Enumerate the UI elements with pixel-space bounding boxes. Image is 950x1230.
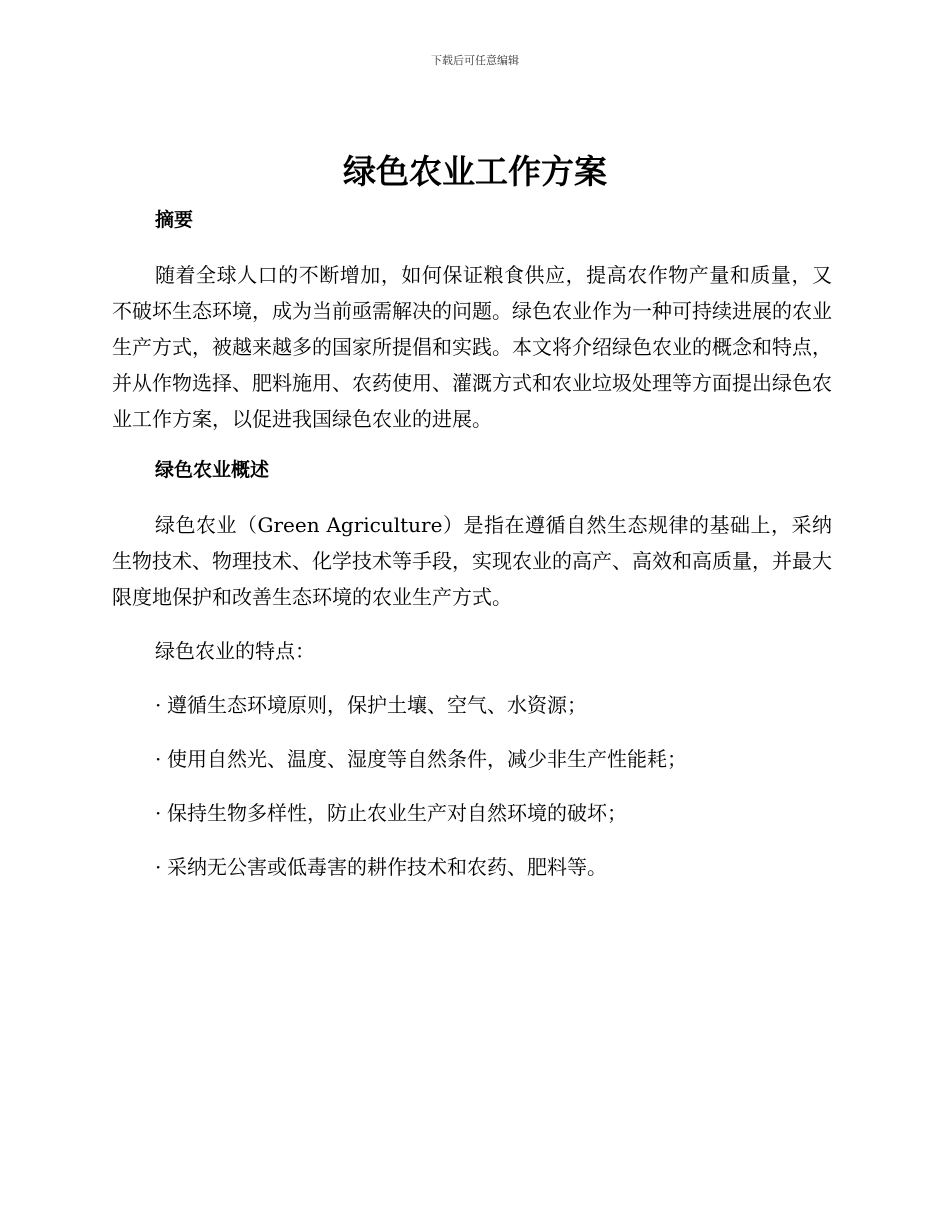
page-header-note: 下载后可任意编辑 — [431, 54, 519, 67]
bullet-icon: · — [155, 693, 162, 717]
feature-item — [155, 849, 832, 885]
bullet-icon: · — [155, 855, 162, 879]
feature-text: 采纳无公害或低毒害的耕作技术和农药、肥料等。 — [167, 855, 607, 879]
feature-item — [155, 741, 832, 777]
feature-text: 保持生物多样性，防止农业生产对自然环境的破坏； — [167, 801, 627, 825]
overview-heading: 绿色农业概述 — [155, 459, 270, 481]
abstract-paragraph: 随着全球人口的不断增加，如何保证粮食供应，提高农作物产量和质量，又不破坏生态环境，成为当前亟需解决的问题。绿色农业作为一种可持续进展的农业生产方式，被越来越多的国家所提倡和实践。本文将介绍绿色农业的概念和特点，并从作物选择、肥料施用、农药使用、灌溉方式和农业垃圾处理等方面提出绿色农业工作方案，以促进我国绿色农业的进展。 — [112, 263, 832, 431]
document-title: 绿色农业工作方案 — [343, 152, 607, 191]
feature-item — [155, 795, 832, 831]
feature-item — [155, 687, 832, 723]
bullet-icon: · — [155, 747, 162, 771]
features-intro: 绿色农业的特点： — [155, 639, 315, 663]
document-body — [112, 205, 832, 885]
overview-paragraph: 绿色农业（Green Agriculture）是指在遵循自然生态规律的基础上，采纳生物技术、物理技术、化学技术等手段，实现农业的高产、高效和高质量，并最大限度地保护和改善生态环境的农业生产方式。 — [112, 513, 832, 609]
feature-text: 遵循生态环境原则，保护土壤、空气、水资源； — [167, 693, 587, 717]
feature-text: 使用自然光、温度、湿度等自然条件，减少非生产性能耗； — [167, 747, 687, 771]
bullet-icon: · — [155, 801, 162, 825]
abstract-heading: 摘要 — [155, 209, 194, 231]
